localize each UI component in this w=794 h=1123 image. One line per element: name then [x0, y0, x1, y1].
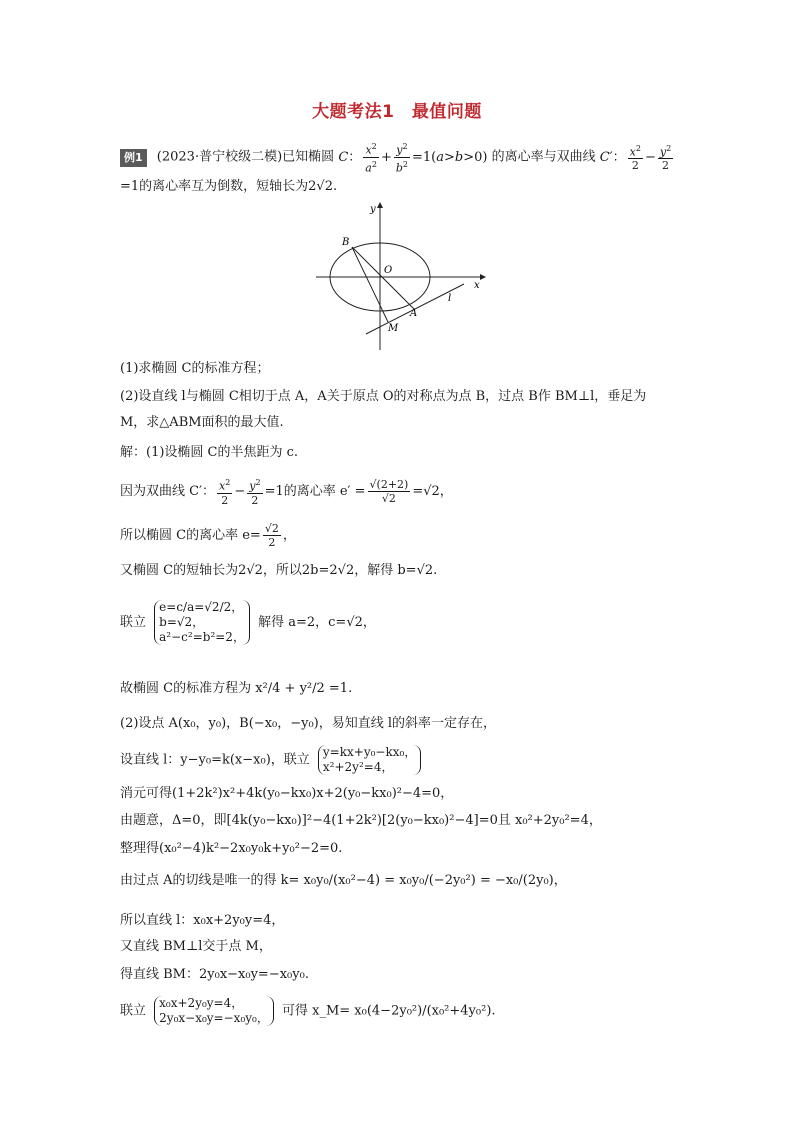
label-m: M — [388, 323, 399, 334]
solution-line-8 — [120, 745, 702, 775]
solution-s2b: =1的离心率 e′ = — [264, 483, 366, 499]
solution-line-3: 所以椭圆 C的离心率 e= $\frac{√2}{2}$ ， — [120, 522, 296, 549]
solution-line-10: 由题意，Δ=0，即[4k(y₀−kx₀)]²−4(1+2k²)[2(y₀−kx₀)²−4]=0且 x₀²+2y₀²=4， — [120, 813, 602, 828]
question-2-line-1: (2)设直线 l与椭圆 C相切于点 A，A关于原点 O的对称点为点 B，过点 B作 BM⊥l，垂足为 — [120, 389, 647, 404]
problem-line-2: =1的离心率互为倒数，短轴长为2√2. — [120, 179, 338, 194]
question-1: (1)求椭圆 C的标准方程； — [120, 361, 270, 376]
label-l: l — [448, 293, 452, 304]
solution-line-11: 整理得(x₀²−4)k²−2x₀y₀k+y₀²−2=0. — [120, 841, 343, 856]
solution-s5b: 解得 a=2，c=√2， — [258, 615, 376, 630]
solution-s2c: =√2， — [412, 483, 453, 499]
problem-line-1 — [120, 140, 702, 174]
ellipse-figure — [314, 200, 486, 352]
question-2-line-2: M，求△ABM面积的最大值. — [120, 415, 284, 430]
solution-s16b: 可得 x_M= — [281, 1003, 351, 1019]
solution-line-2: 因为双曲线 C′： $\frac{x^2}{2}$ − $\frac{y^2}{2}$ =1的离心率 e′ = $\frac{√(2+2)}{√2}$ =√2， — [120, 477, 453, 507]
solution-line-1: 解：(1)设椭圆 C的半焦距为 c. — [120, 445, 299, 460]
solution-line-12: 由过点 A的切线是唯一的得 k= x₀y₀/(x₀²−4) = x₀y₀/(−2y₀²) = −x₀/(2y₀)， — [120, 873, 567, 888]
hyperbola-equation: C′： $\frac{x^2}{2}$ − $\frac{y^2}{2}$ — [599, 143, 672, 173]
label-y: y — [370, 204, 376, 215]
solution-line-13: 所以直线 l：x₀x+2y₀y=4， — [120, 913, 285, 928]
solution-s3b: ， — [282, 528, 296, 543]
system-2 — [318, 745, 421, 775]
system-1-row: a²−c²=b²=2， — [159, 630, 245, 644]
system-1-row: b=√2， — [159, 615, 205, 629]
problem-text-1: 的离心率与双曲线 — [491, 149, 596, 165]
label-b: B — [342, 237, 350, 248]
line-ba — [352, 247, 414, 309]
system-3 — [154, 996, 274, 1026]
page-title: 大题考法1 最值问题 — [312, 102, 482, 122]
solution-s2a: 因为双曲线 C′： — [120, 483, 216, 499]
label-x: x — [474, 280, 480, 291]
solution-s16a: 联立 — [120, 1003, 147, 1019]
label-a: A — [410, 308, 418, 319]
example-badge: 例1 — [120, 149, 147, 167]
label-o: O — [384, 265, 393, 276]
solution-line-9: 消元可得(1+2k²)x²+4k(y₀−kx₀)x+2(y₀−kx₀)²−4=0， — [120, 786, 454, 801]
solution-line-16 — [120, 996, 702, 1026]
system-1-row: e=c/a=√2/2， — [159, 600, 244, 614]
problem-source: (2023·普宁校级二模)已知椭圆 — [156, 149, 335, 165]
system-2-row: x²+2y²=4， — [322, 760, 394, 774]
ellipse-equation: C： $\frac{x^2}{a^2}$ + $\frac{y^2}{b^2}$ =1(a>b>0) — [338, 142, 492, 175]
system-2-row: y=kx+y₀−kx₀， — [322, 745, 417, 759]
solution-s8a: 设直线 l：y−y₀=k(x−x₀)，联立 — [120, 752, 310, 768]
solution-line-15: 得直线 BM：2y₀x−x₀y=−x₀y₀. — [120, 967, 309, 982]
solution-s16c: x₀(4−2y₀²)/(x₀²+4y₀²). — [354, 1003, 496, 1019]
system-3-row: 2y₀x−x₀y=−x₀y₀， — [159, 1011, 269, 1025]
solution-line-4: 又椭圆 C的短轴长为2√2，所以2b=2√2，解得 b=√2. — [120, 563, 438, 578]
solution-line-6: 故椭圆 C的标准方程为 x²/4 + y²/2 =1. — [120, 681, 353, 696]
system-3-row: x₀x+2y₀y=4， — [159, 996, 244, 1010]
system-1 — [154, 600, 250, 645]
solution-s3a: 所以椭圆 C的离心率 e= — [120, 528, 261, 543]
solution-line-14: 又直线 BM⊥l交于点 M， — [120, 939, 272, 954]
solution-line-7: (2)设点 A(x₀，y₀)，B(−x₀，−y₀)，易知直线 l的斜率一定存在， — [120, 716, 497, 731]
solution-s5a: 联立 — [120, 615, 147, 630]
solution-line-5 — [120, 600, 702, 645]
